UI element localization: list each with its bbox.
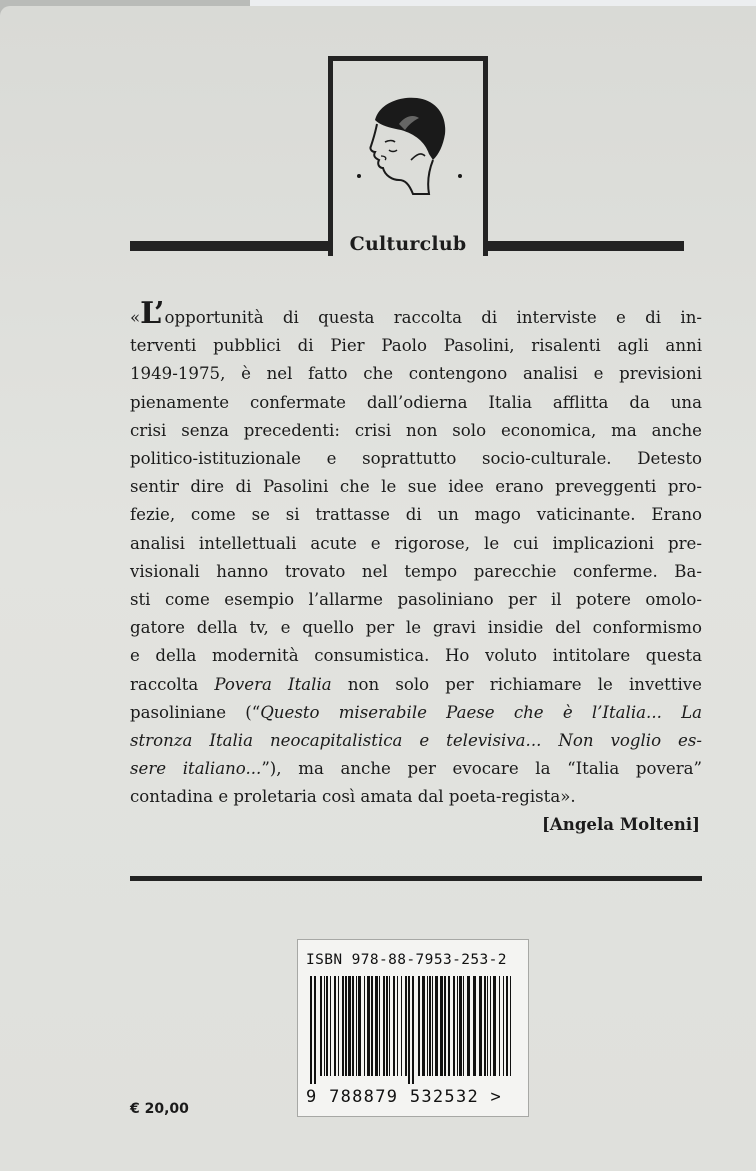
blurb-line: e della modernità consumistica. Ho voluto intitolare questa <box>130 646 702 666</box>
blurb-line: politico-istituzionale e soprattutto socio-culturale. Detesto <box>130 449 702 469</box>
isbn-text: ISBN 978-88-7953-253-2 <box>306 952 507 968</box>
publisher-logo-head-icon <box>355 94 455 204</box>
barcode-label <box>297 939 529 1117</box>
header-rule-left <box>130 241 333 251</box>
blurb-line: «L’opportunità di questa raccolta di interviste e di in- <box>130 296 702 331</box>
drop-initial: L’ <box>140 296 165 331</box>
blurb-line-last: contadina e proletaria così amata dal poeta-regista». <box>130 787 576 807</box>
blurb-line: raccolta Povera Italia non solo per richiamare le invettive <box>130 674 703 694</box>
publisher-brand: Culturclub <box>349 233 467 255</box>
blurb-line: sti come esempio l’allarme pasoliniano per il potere omolo- <box>130 590 702 610</box>
blurb-line: sere italiano...”), ma anche per evocare la “Italia povera” <box>130 759 702 779</box>
blurb-author: [Angela Molteni] <box>542 814 700 834</box>
blurb-line: pasoliniane (“Questo miserabile Paese che è l’Italia... La <box>130 702 702 722</box>
bottom-rule <box>130 876 702 881</box>
book-title: Povera Italia <box>214 674 332 694</box>
blurb-line: pienamente confermate dall’odierna Italia afflitta da una <box>130 392 702 412</box>
blurb-line: 1949-1975, è nel fatto che contengono analisi e previsioni <box>130 364 702 384</box>
price: € 20,00 <box>130 1101 189 1117</box>
blurb-line: sentir dire di Pasolini che le sue idee erano preveggenti pro- <box>130 477 702 497</box>
blurb-line: gatore della tv, e quello per le gravi insidie del conformismo <box>130 618 702 638</box>
blurb-line: terventi pubblici di Pier Paolo Pasolini, risalenti agli anni <box>130 336 702 356</box>
blurb-text <box>130 296 703 812</box>
blurb-line: crisi senza precedenti: crisi non solo economica, ma anche <box>130 420 702 440</box>
blurb-line: stronza Italia neocapitalistica e televisiva... Non voglio es- <box>130 731 702 751</box>
blurb-line: visionali hanno trovato nel tempo parecchie conferme. Ba- <box>130 561 702 581</box>
logo-dot-left <box>357 174 361 178</box>
barcode-digits: 9 788879 532532 > <box>306 1087 503 1107</box>
barcode-bars <box>308 976 520 1084</box>
logo-dot-right <box>458 174 462 178</box>
blurb-line: fezie, come se si trattasse di un mago vaticinante. Erano <box>130 505 702 525</box>
blurb-line: analisi intellettuali acute e rigorose, le cui implicazioni pre- <box>130 533 702 553</box>
header-rule-right <box>484 241 684 251</box>
book-back-cover <box>0 6 756 1171</box>
